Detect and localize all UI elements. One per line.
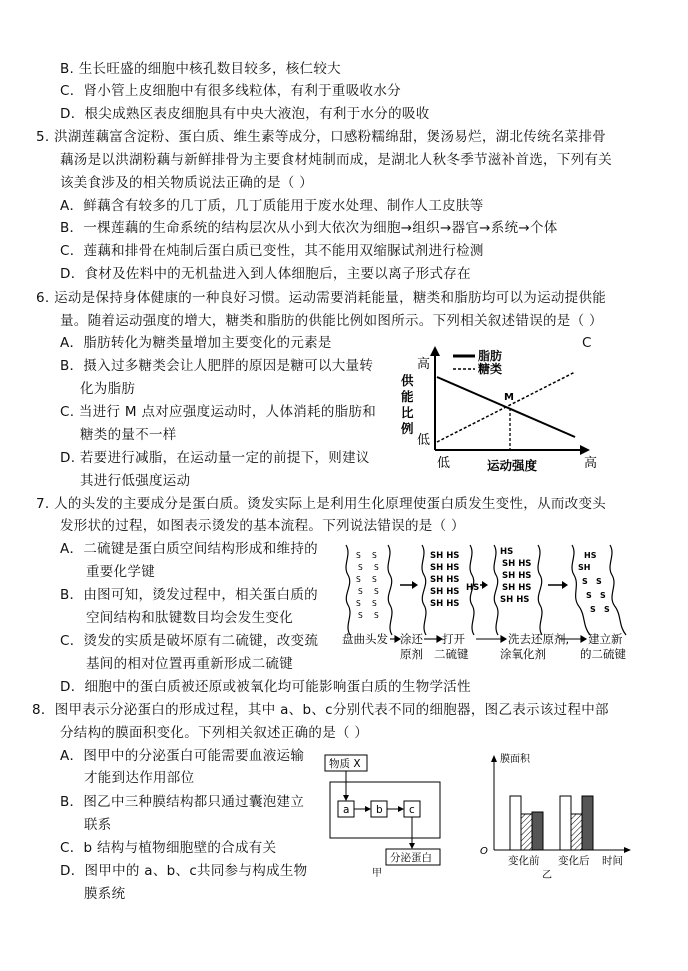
q8-figure-yi (476, 750, 636, 880)
x-axis-label: 时间 (602, 855, 623, 867)
svg-text:S: S (372, 551, 377, 560)
disulfide-labels-1 (356, 551, 379, 620)
organelle-c-label: c (409, 804, 415, 816)
svg-text:S: S (356, 599, 361, 608)
q7-option-c-2: 基间的相对位置再重新形成二硫键 (86, 656, 293, 672)
new-bond-labels-4 (578, 551, 610, 614)
q7-option-c-1: C．烫发的实质是破坏原有二硫键，改变巯 (60, 633, 319, 649)
q6-energy-chart (395, 342, 610, 477)
bar-before-3 (532, 812, 543, 850)
q4-option-b: B. 生长旺盛的细胞中核孔数目较多，核仁较大 (60, 61, 341, 77)
svg-text:S: S (358, 587, 363, 596)
q6-option-d-1: D. 若要进行减脂，在运动量一定的前提下，则建议 (60, 450, 370, 466)
q8-option-d-1: D．图甲中的 a、b、c共同参与构成生物 (60, 863, 308, 879)
q5-option-a: A．鲜藕含有较多的几丁质，几丁质能用于废水处理、制作人工皮肤等 (60, 198, 484, 214)
hair-strands-4 (572, 545, 626, 635)
y-label-4: 例 (401, 421, 414, 436)
q7-perm-diagram (338, 540, 638, 662)
legend-sugar: 糖类 (478, 362, 503, 376)
step-2-label-2: 原剂 (400, 647, 423, 661)
x-axis-arrow (580, 445, 590, 455)
step-1-label: 盘曲头发 (342, 632, 388, 646)
y-axis-arrow (430, 346, 440, 356)
svg-text:SH HS: SH HS (430, 551, 460, 561)
svg-text:S: S (374, 611, 379, 620)
q6-stem-1: 6. 运动是保持身体健康的一种良好习惯。运动需要消耗能量，糖类和脂肪均可以为运动提供能 (36, 290, 607, 306)
svg-text:S: S (582, 577, 588, 586)
q5-stem-1: 5. 洪湖莲藕富含淀粉、蛋白质、维生素等成分，口感粉糯绵甜，煲汤易烂，湖北传统名菜排骨 (36, 129, 607, 145)
svg-text:S: S (356, 551, 361, 560)
q6-option-c-1: C. 当进行 M 点对应强度运动时，人体消耗的脂肪和 (60, 404, 377, 420)
q7-option-b-1: B．由图可知，烫发过程中，相关蛋白质的 (60, 587, 318, 603)
origin-label: O (480, 846, 488, 857)
legend-fat: 脂肪 (478, 349, 503, 363)
step-5-label-2: 的二硫键 (580, 647, 626, 661)
svg-text:S: S (358, 611, 363, 620)
q7-stem-2: 发形状的过程，如图表示烫发的基本流程。下列说法错误的是（ ） (60, 518, 465, 534)
step-5-label-1: 建立新 (588, 632, 623, 646)
q8-figure-jia (322, 752, 452, 877)
step-3-label-2: 二硫键 (434, 647, 469, 661)
x-axis-label: 运动强度 (487, 458, 538, 473)
q6-option-d-2: 其进行低强度运动 (80, 473, 191, 489)
svg-text:S: S (372, 575, 377, 584)
q7-option-d: D．细胞中的蛋白质被还原或被氧化均可能影响蛋白质的生物学活性 (60, 679, 471, 695)
category-after: 变化后 (558, 855, 590, 867)
svg-text:SH HS: SH HS (430, 587, 460, 597)
svg-text:SH: SH (578, 563, 591, 572)
point-m-label: M (504, 392, 514, 403)
x-right-label: 高 (584, 456, 598, 471)
q4-option-c: C．肾小管上皮细胞中有很多线粒体，有利于重吸收水分 (60, 83, 401, 99)
q8-option-d-2: 膜系统 (84, 886, 126, 902)
svg-text:S: S (372, 599, 377, 608)
q7-option-a-1: A．二硫键是蛋白质空间结构形成和维持的 (60, 541, 318, 557)
svg-text:SH HS: SH HS (430, 599, 460, 609)
svg-text:S: S (358, 563, 363, 572)
bar-before-1 (510, 796, 521, 850)
step-3-label-1: 打开 (442, 632, 465, 646)
caption-yi: 乙 (542, 870, 552, 880)
q6-option-a: A．脂肪转化为糖类量增加主要变化的元素是 (60, 335, 332, 351)
svg-text:SH HS: SH HS (502, 583, 532, 593)
step-4-label-1: 洗去还原剂, (508, 632, 570, 646)
q5-stem-3: 该美食涉及的相关物质说法正确的是（ ） (60, 175, 313, 191)
q5-stem-2: 藕汤是以洪湖粉藕与新鲜排骨为主要食材炖制而成，是湖北人秋冬季节滋补首选，下列有关 (60, 152, 612, 168)
svg-text:HS: HS (584, 551, 597, 560)
svg-text:S: S (586, 591, 592, 600)
svg-text:SH HS: SH HS (430, 563, 460, 573)
q7-option-b-2: 空间结构和肽键数目均会发生变化 (86, 610, 293, 626)
q8-stem-2: 分结构的膜面积变化。下列相关叙述正确的是（ ） (60, 725, 369, 741)
q8-option-a-2: 才能到达作用部位 (84, 770, 195, 786)
bar-after-3 (582, 796, 593, 850)
svg-text:S: S (374, 587, 379, 596)
q7-option-a-2: 重要化学键 (86, 564, 155, 580)
category-before: 变化前 (508, 855, 540, 867)
q8-option-b-1: B．图乙中三种膜结构都只通过囊泡建立 (60, 794, 305, 810)
sugar-line (437, 372, 575, 442)
q8-option-b-2: 联系 (84, 817, 112, 833)
svg-text:SH HS: SH HS (500, 595, 530, 605)
svg-text:S: S (604, 605, 610, 614)
svg-text:S: S (374, 563, 379, 572)
q7-stem-1: 7. 人的头发的主要成分是蛋白质。烫发实际上是利用生化原理使蛋白质发生变性，从而改变头 (36, 496, 607, 512)
hs-label: HS (466, 583, 480, 593)
y-label-1: 供 (401, 373, 414, 388)
svg-text:S: S (590, 605, 596, 614)
q4-option-d: D．根尖成熟区表皮细胞具有中央大液泡，有利于水分的吸收 (60, 106, 430, 122)
hair-strands-1 (346, 545, 392, 635)
step-4-label-2: 涂氧化剂 (500, 647, 546, 661)
svg-text:S: S (596, 577, 602, 586)
step-2-label-1: 涂还 (400, 632, 423, 646)
q8-option-a-1: A．图甲中的分泌蛋白可能需要血液运输 (60, 748, 305, 764)
svg-text:SH HS: SH HS (430, 575, 460, 585)
organelle-b-label: b (376, 804, 383, 816)
substance-x-label: 物质 X (329, 758, 361, 770)
y-top-label: 高 (417, 357, 431, 372)
y-label-2: 能 (401, 389, 414, 404)
q6-option-b-1: B．摄入过多糖类会让人肥胖的原因是糖可以大量转 (60, 358, 374, 374)
svg-text:HS: HS (500, 547, 514, 557)
q6-option-b-2: 化为脂肪 (80, 381, 136, 397)
y-label-3: 比 (401, 405, 414, 420)
secretory-protein-label: 分泌蛋白 (390, 852, 432, 864)
bar-after-1 (560, 796, 571, 850)
y-bottom-label: 低 (417, 433, 431, 448)
q5-option-c: C．莲藕和排骨在炖制后蛋白质已变性，其不能用双缩脲试剂进行检测 (60, 243, 484, 259)
caption-jia: 甲 (372, 868, 382, 877)
q6-stem-2: 量。随着运动强度的增大，糖类和脂肪的供能比例如图所示。下列相关叙述错误的是（ ） (60, 313, 603, 329)
q8-option-c: C．b 结构与植物细胞壁的合成有关 (60, 840, 277, 856)
organelle-a-label: a (343, 804, 350, 816)
sh-labels-2 (430, 551, 459, 609)
q6-handwritten-answer: C (582, 335, 592, 351)
q6-option-c-2: 糖类的量不一样 (80, 427, 177, 443)
q5-option-d: D．食材及佐料中的无机盐进入到人体细胞后，主要以离子形式存在 (60, 266, 471, 282)
x-left-label: 低 (437, 456, 451, 471)
q8-stem-1: 8．图甲表示分泌蛋白的形成过程，其中 a、b、c分别代表不同的细胞器，图乙表示该过程中部 (32, 702, 609, 718)
process-step-labels (342, 632, 626, 661)
svg-text:SH HS: SH HS (502, 559, 532, 569)
svg-text:SH HS: SH HS (502, 571, 532, 581)
y-axis-label: 膜面积 (500, 754, 530, 765)
svg-text:S: S (600, 591, 606, 600)
bar-before-2 (521, 814, 532, 850)
svg-text:S: S (356, 575, 361, 584)
bar-after-2 (571, 814, 582, 850)
q5-option-b: B．一棵莲藕的生命系统的结构层次从小到大依次为细胞→组织→器官→系统→个体 (60, 220, 558, 236)
sh-labels-3 (500, 547, 531, 605)
